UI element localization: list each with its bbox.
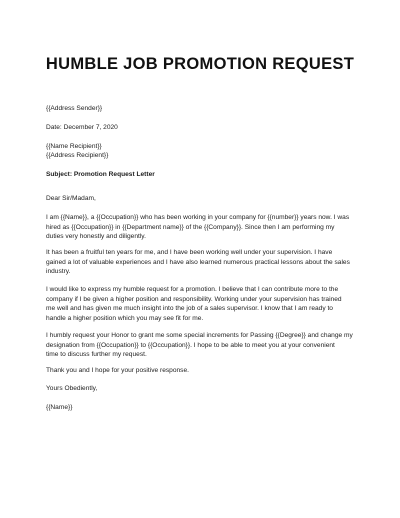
paragraph-line: It has been a fruitful ten years for me, and I have been working well under your supervision. I have bbox=[46, 249, 333, 256]
paragraph-line: me well and has given me much insight into the job of a sales supervisor. I know that I am ready to bbox=[46, 305, 333, 313]
recipient-name: {{Name Recipient}} bbox=[46, 143, 102, 150]
paragraph-line: handle a higher position which you may see fit for me. bbox=[46, 314, 204, 322]
signature-name: {{Name}} bbox=[46, 404, 73, 411]
paragraph-line: I would like to express my humble request for a promotion. I believe that I can contribute more to the bbox=[46, 286, 339, 293]
paragraph-2 bbox=[46, 248, 364, 277]
paragraph-3 bbox=[46, 285, 364, 323]
paragraph-line: time to discuss further my request. bbox=[46, 351, 147, 359]
closing-line: Yours Obediently, bbox=[46, 385, 98, 392]
paragraph-line: I humbly request your Honor to grant me some special increments for Passing {{Degree}} and change my bbox=[46, 332, 353, 339]
paragraph-line: industry. bbox=[46, 268, 71, 276]
paragraph-line: gained a lot of valuable experiences and I have also learned numerous practical lessons about the sales bbox=[46, 258, 350, 266]
document-title: HUMBLE JOB PROMOTION REQUEST bbox=[45, 55, 355, 73]
paragraph-line: designation from {{Occupation}} to {{Occupation}}. I hope to be able to meet you at your convenient bbox=[46, 341, 335, 349]
date-line: Date: December 7, 2020 bbox=[46, 124, 118, 131]
paragraph-4 bbox=[46, 331, 364, 360]
sender-address: {{Address Sender}} bbox=[46, 105, 103, 112]
paragraph-line: company if I be given a higher position and responsibility. Working under your supervision has trained bbox=[46, 295, 342, 303]
paragraph-line: hired as {{Occupation}} in {{Department name}} of the {{Company}}. Since then I am performing my bbox=[46, 223, 335, 231]
subject-line: Subject: Promotion Request Letter bbox=[46, 171, 155, 178]
paragraph-1 bbox=[46, 213, 364, 242]
salutation: Dear Sir/Madam, bbox=[46, 195, 96, 202]
thanks-line: Thank you and I hope for your positive response. bbox=[46, 367, 189, 374]
recipient-address: {{Address Recipient}} bbox=[46, 152, 109, 159]
paragraph-line: I am {{Name}}, a {{Occupation}} who has been working in your company for {{number}} years now. I was bbox=[46, 214, 350, 221]
paragraph-line: duties very honestly and diligently. bbox=[46, 233, 146, 241]
